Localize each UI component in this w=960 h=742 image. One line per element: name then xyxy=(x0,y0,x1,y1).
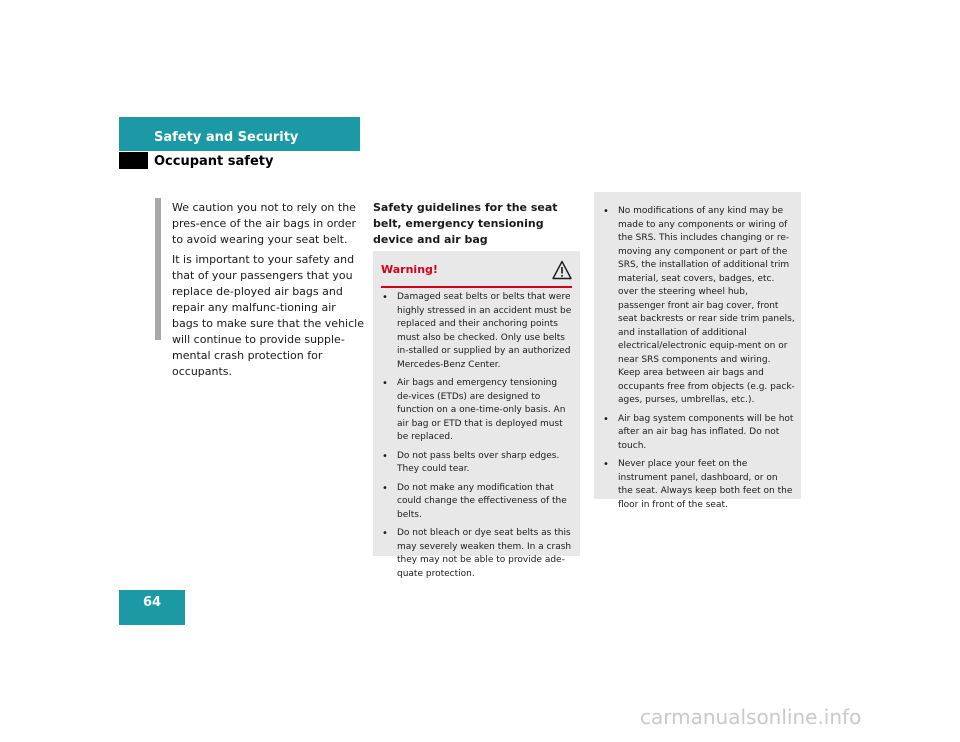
subsection-title: Occupant safety xyxy=(154,154,274,169)
list-item: • Do not pass belts over sharp edges. They could tear. xyxy=(381,450,574,477)
warning-box xyxy=(373,251,580,579)
warning-continuation-box xyxy=(594,192,801,510)
warning-triangle-icon xyxy=(552,260,572,280)
guidelines-heading: Safety guidelines for the seat belt, emergency tensioning device and air bag xyxy=(373,201,558,246)
list-item: • No modifications of any kind may be made to any components or wiring of the SRS. This includes changing or re-moving any component or part of the SRS, the installation of additional trim material, seat covers, badges, etc. over the steering wheel hub, passenger front air bag cover, front seat backrests or rear side trim panels, and installation of additional electrical/electronic equip-ment on or near SRS components and wiring. Keep area between air bags and occupants free from objects (e.g. pack-ages, purses, umbrellas, etc.). xyxy=(602,205,795,408)
continuation-list xyxy=(602,205,795,517)
intro-paragraph-2: It is important to your safety and that of your passengers that you replace de-ployed air bags and repair any malfunc-tioning air bags to make sure that the vehicle will continue to provide supple-mental crash protection for occupants. xyxy=(172,253,364,378)
list-item: • Do not bleach or dye seat belts as this may severely weaken them. In a crash they may not be able to provide ade-quate protection. xyxy=(381,527,574,581)
intro-text xyxy=(172,200,365,384)
sidebar-rule xyxy=(155,198,161,340)
warning-list xyxy=(381,291,574,586)
watermark: carmanualsonline.info xyxy=(640,705,862,729)
warning-label: Warning! xyxy=(381,263,438,276)
list-item: • Damaged seat belts or belts that were highly stressed in an accident must be replaced and their anchoring points must also be checked. Only use belts in-stalled or supplied by an authorized Mercedes-Benz Center. xyxy=(381,291,574,372)
list-item: • Air bag system components will be hot after an air bag has inflated. Do not touch. xyxy=(602,413,795,454)
list-item: • Never place your feet on the instrument panel, dashboard, or on the seat. Always keep both feet on the floor in front of the seat. xyxy=(602,458,795,512)
warning-header xyxy=(381,260,572,288)
subsection-marker xyxy=(119,152,148,169)
section-title: Safety and Security xyxy=(154,130,299,145)
list-item: • Do not make any modification that could change the effectiveness of the belts. xyxy=(381,482,574,523)
page-number: 64 xyxy=(119,590,185,625)
list-item: • Air bags and emergency tensioning de-vices (ETDs) are designed to function on a one-time-only basis. An air bag or ETD that is deployed must be replaced. xyxy=(381,377,574,445)
intro-paragraph-1: We caution you not to rely on the pres-ence of the air bags in order to avoid wearing your seat belt. xyxy=(172,201,357,246)
